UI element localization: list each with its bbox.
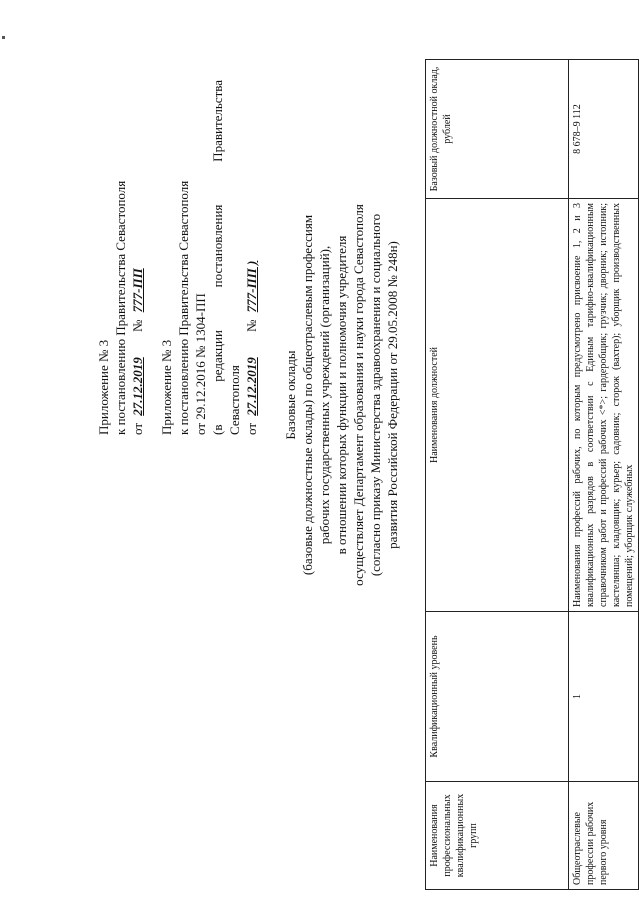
title-line: осуществляет Департамент образования и науки города Севастополя [351, 204, 366, 586]
revision-word: Правительства [210, 80, 225, 162]
appendix-decree-ref: к постановлению Правительства Севастополя [113, 180, 128, 435]
page-edge-mark [2, 36, 5, 39]
number-label: № [130, 319, 145, 332]
header-positions: Наименования должностей [426, 199, 569, 612]
appendix-date-line [129, 35, 146, 435]
header-group: Наименования профессиональных квалификационных групп [426, 782, 569, 890]
handwritten-date: 27.12.2019 [130, 357, 145, 416]
handwritten-number: 777-ПП [130, 268, 145, 313]
title-line: развития Российской Федерации от 29.05.2008 № 248н) [385, 241, 400, 549]
title-line: в отношении которых функции и полномочия учредителя [334, 235, 349, 555]
cell-salary: 8 678–9 112 [569, 60, 639, 199]
appendix-block-current [95, 35, 146, 435]
title-line: (базовые должностные оклады) по общеотраслевым профессиям [300, 214, 315, 576]
appendix-revision-line [209, 80, 226, 435]
title-line: (согласно приказу Министерства здравоохранения и социального [368, 213, 383, 577]
from-label: от [244, 422, 259, 435]
revision-word: (в [210, 424, 225, 435]
header-salary: Базовый должностной оклад, рублей [426, 60, 569, 199]
document-title [282, 135, 401, 655]
cell-positions: Наименования профессий рабочих, по которым предусмотрено присвоение 1, 2 и 3 квалификационных разрядов в соответствии с Единым тарифно-квалификационным справочником работ и профессий рабочих <*>; гардеробщик; грузчик; дворник; истопник; кастелянша; кладовщик; курьер; садовник; сторож (вахтер); уборщик производственных помещений; уборщик служебных [569, 199, 639, 612]
appendix-original-date: от 29.12.2016 № 1304-ПП [193, 293, 208, 435]
appendix-block-original [158, 45, 260, 435]
appendix-city: Севастополя [227, 365, 242, 435]
revision-word: постановления [210, 204, 225, 288]
table-header-row [426, 60, 569, 890]
handwritten-date: 27.12.2019 [244, 357, 259, 416]
title-line: Базовые оклады [283, 350, 298, 440]
appendix-decree-ref: к постановлению Правительства Севастополя [176, 180, 191, 435]
revision-word: редакции [210, 330, 225, 382]
appendix-number: Приложение № 3 [159, 339, 174, 435]
from-label: от [130, 422, 145, 435]
appendix-date-line [243, 45, 260, 435]
number-label: № [244, 319, 259, 332]
handwritten-number: 777-ПП ) [244, 260, 259, 313]
salary-table [425, 59, 639, 890]
header-level: Квалификационный уровень [426, 612, 569, 782]
cell-level: 1 [569, 612, 639, 782]
title-line: рабочих государственных учреждений (организаций), [317, 245, 332, 545]
cell-group: Общеотраслевые профессии рабочих первого уровня [569, 782, 639, 890]
appendix-number: Приложение № 3 [96, 339, 111, 435]
table-row [569, 60, 639, 890]
